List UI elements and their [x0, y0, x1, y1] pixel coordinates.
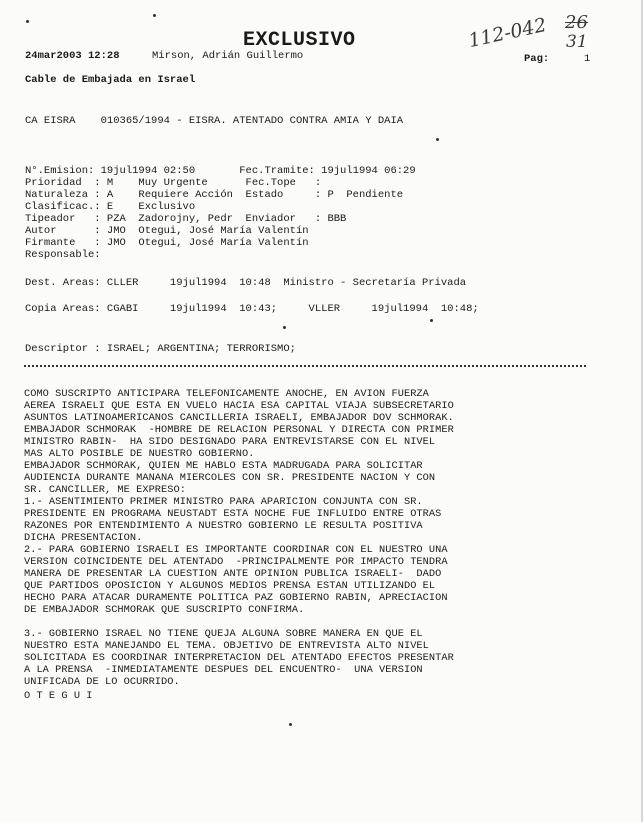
document-title: EXCLUSIVO [243, 29, 356, 52]
body-line: MANERA DE PRESENTAR LA CUESTION ANTE OPINION PUBLICA ISRAELI- DADO [24, 568, 442, 580]
scan-speck [26, 20, 29, 23]
body-line: RAZONES POR ENTENDIMIENTO A NUESTRO GOBIERNO LE RESULTA POSITIVA [24, 520, 423, 532]
field-autor: Autor : JMO Otegui, José María Valentín [25, 225, 309, 237]
body-line: MINISTRO RABIN- HA SIDO DESIGNADO PARA ENTREVISTARSE CON EL NIVEL [24, 436, 436, 448]
body-line: 1.- ASENTIMIENTO PRIMER MINISTRO PARA APARICION CONJUNTA CON SR. [24, 496, 423, 508]
page-label: Pag: [524, 53, 550, 65]
cable-reference: CA EISRA 010365/1994 - EISRA. ATENTADO CONTRA AMIA Y DAIA [25, 115, 404, 127]
body-line: EMBAJADOR SCHMORAK, QUIEN ME HABLO ESTA MADRUGADA PARA SOLICITAR [24, 460, 423, 472]
dest-areas: Dest. Areas: CLLER 19jul1994 10:48 Ministro - Secretaría Privada [25, 277, 467, 289]
signature: O T E G U I [24, 690, 93, 702]
field-naturaleza: Naturaleza : A Requiere Acción Estado : P Pendiente [25, 189, 404, 201]
body-line: AUDIENCIA DURANTE MANANA MIERCOLES CON SR. PRESIDENTE NACION Y CON [24, 472, 436, 484]
body-line: DICHA PRESENTACION. [24, 532, 143, 544]
page-number: 1 [584, 53, 591, 65]
body-line: SR. CANCILLER, ME EXPRESO: [24, 484, 186, 496]
handwritten-reference: 112-042 [466, 14, 549, 52]
body-line: SOLICITADA ES COORDINAR INTERPRETACION DEL ATENTADO EFECTOS PRESENTAR [24, 652, 454, 664]
dashed-separator [24, 365, 586, 367]
handwritten-number: 31 [566, 32, 588, 52]
body-line: ASUNTOS LATINOAMERICANOS CANCILLERIA ISRAELI, EMBAJADOR DOV SCHMORAK. [24, 412, 454, 424]
body-line: UNIFICADA DE LO OCURRIDO. [24, 676, 180, 688]
body-line: 3.- GOBIERNO ISRAEL NO TIENE QUEJA ALGUNA SOBRE MANERA EN QUE EL [24, 628, 423, 640]
body-line: EMBAJADOR SCHMORAK -HOMBRE DE RELACION PERSONAL Y DIRECTA CON PRIMER [24, 424, 454, 436]
scan-speck [436, 138, 439, 141]
body-line: 2.- PARA GOBIERNO ISRAELI ES IMPORTANTE COORDINAR CON EL NUESTRO UNA [24, 544, 448, 556]
body-line: COMO SUSCRIPTO ANTICIPARA TELEFONICAMENTE ANOCHE, EN AVION FUERZA [24, 388, 429, 400]
field-prioridad: Prioridad : M Muy Urgente Fec.Tope : [25, 177, 322, 189]
body-line: VERSION COINCIDENTE DEL ATENTADO -PRINCIPALMENTE POR IMPACTO TENDRA [24, 556, 448, 568]
scan-speck [289, 723, 292, 726]
body-line: AEREA ISRAELI QUE ESTA EN VUELO HACIA ESA CAPITAL VIAJA SUBSECRETARIO [24, 400, 454, 412]
handwritten-crossed-number: 26 [565, 12, 588, 33]
descriptor: Descriptor : ISRAEL; ARGENTINA; TERRORISMO; [25, 343, 296, 355]
header-user: Mirson, Adrián Guillermo [152, 50, 304, 62]
scan-speck [283, 326, 286, 329]
field-tipeador: Tipeador : PZA Zadorojny, Pedr Enviador : BBB [25, 213, 347, 225]
body-line: DE EMBAJADOR SCHMORAK QUE SUSCRIPTO CONFIRMA. [24, 604, 305, 616]
body-line: A LA PRENSA -INMEDIATAMENTE DESPUES DEL ENCUENTRO- UNA VERSION [24, 664, 423, 676]
body-line: NUESTRO ESTA MANEJANDO EL TEMA. OBJETIVO DE ENTREVISTA ALTO NIVEL [24, 640, 429, 652]
field-clasificacion: Clasificac.: E Exclusivo [25, 201, 196, 213]
field-emision: N°.Emision: 19jul1994 02:50 Fec.Tramite: 19jul1994 06:29 [25, 165, 416, 177]
copia-areas: Copia Areas: CGABI 19jul1994 10:43; VLLER 19jul1994 10:48; [25, 303, 479, 315]
body-line: PRESIDENTE EN PROGRAMA NEUSTADT ESTA NOCHE FUE INFLUIDO ENTRE OTRAS [24, 508, 442, 520]
body-line: HECHO PARA ATACAR DURAMENTE POLITICA PAZ GOBIERNO RABIN, APRECIACION [24, 592, 448, 604]
header-datetime: 24mar2003 12:28 [25, 50, 120, 62]
scan-speck [153, 14, 156, 17]
body-line: MAS ALTO POSIBLE DE NUESTRO GOBIERNO. [24, 448, 255, 460]
document-type: Cable de Embajada en Israel [25, 74, 196, 86]
scan-speck [430, 319, 433, 322]
body-line: QUE PARTIDOS OPOSICION Y ALGUNOS MEDIOS PRENSA ESTAN UTILIZANDO EL [24, 580, 436, 592]
field-responsable: Responsable: [25, 249, 101, 261]
field-firmante: Firmante : JMO Otegui, José María Valentín [25, 237, 309, 249]
